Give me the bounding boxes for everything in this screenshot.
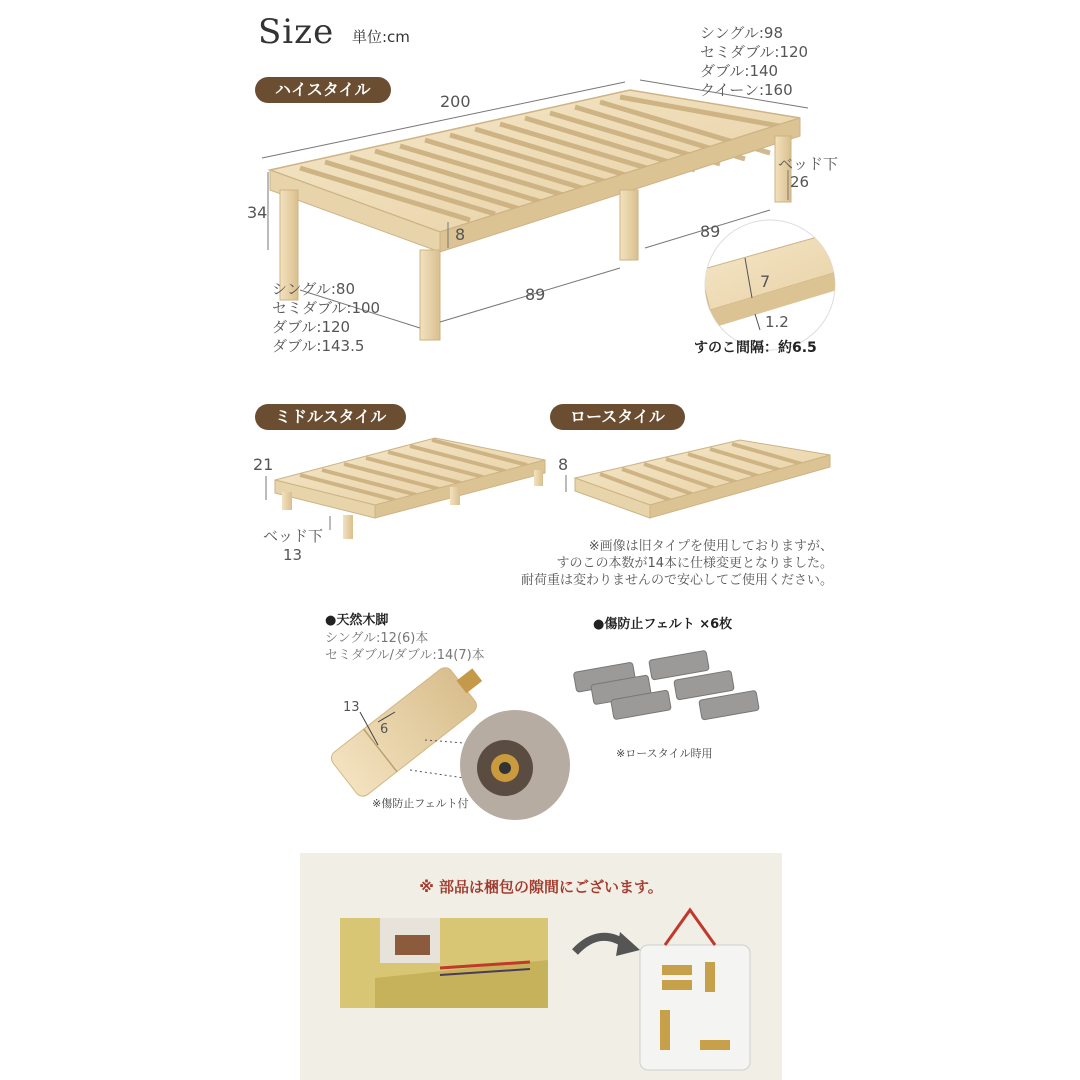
slat-thickness: 1.2 <box>765 313 789 331</box>
felt-pads <box>573 650 759 720</box>
size-title: Size <box>258 12 335 52</box>
width-double: ダブル:140 <box>700 62 779 80</box>
leg-span-back: 89 <box>700 222 721 241</box>
felt-title: ●傷防止フェルト ×6枚 <box>593 617 733 632</box>
leg-diameter: 13 <box>343 700 360 715</box>
legs-caption: ※傷防止フェルト付 <box>372 797 469 810</box>
low-style-bed <box>566 440 830 518</box>
leg-width-single: シングル:80 <box>272 280 356 298</box>
widths-left <box>272 280 380 356</box>
leg-width-double-2: ダブル:143.5 <box>272 337 365 355</box>
high-style-badge: ハイスタイル <box>255 77 391 103</box>
legs-lines <box>325 630 485 664</box>
frame-height-label: 8 <box>455 225 466 244</box>
notice-text <box>521 538 833 589</box>
slat-gap-label: すのこ間隔：約6.5 <box>694 340 817 356</box>
low-height: 8 <box>558 455 569 474</box>
unit-label: 単位:cm <box>352 28 410 46</box>
middle-height: 21 <box>253 455 274 474</box>
middle-under-value: 13 <box>283 546 303 564</box>
leg-width-semi-double: セミダブル:100 <box>272 299 381 317</box>
legs-line-double: セミダブル/ダブル:14(7)本 <box>325 648 485 663</box>
middle-under-label: ベッド下 <box>263 527 324 545</box>
middle-style-bed <box>266 438 545 539</box>
low-style-badge: ロースタイル <box>550 404 685 430</box>
legs-line-single: シングル:12(6)本 <box>325 631 429 646</box>
leg-width-double: ダブル:120 <box>272 318 351 336</box>
box-photo <box>340 918 548 1008</box>
parts-message: ※ 部品は梱包の隙間にございます。 <box>419 878 663 896</box>
notice-line-2: すのこの本数が14本に仕様変更となりました。 <box>556 556 833 571</box>
leg-span-front: 89 <box>525 285 546 304</box>
width-semi-double: セミダブル:120 <box>700 43 809 61</box>
under-bed-label: ベッド下 <box>778 155 839 173</box>
leg-height: 6 <box>380 722 389 737</box>
widths-top <box>700 24 808 100</box>
width-queen: クイーン:160 <box>700 81 793 99</box>
width-single: シングル:98 <box>700 24 784 42</box>
length-label: 200 <box>440 92 471 111</box>
slat-width: 7 <box>760 272 771 291</box>
felt-caption: ※ロースタイル時用 <box>616 747 713 760</box>
height-label: 34 <box>247 203 268 222</box>
legs-title: ●天然木脚 <box>325 613 389 628</box>
notice-line-3: 耐荷重は変わりませんので安心してご使用ください。 <box>520 573 833 588</box>
middle-style-badge: ミドルスタイル <box>255 404 406 430</box>
notice-line-1: ※画像は旧タイプを使用しておりますが、 <box>588 539 833 554</box>
under-bed-value: 26 <box>790 173 810 191</box>
